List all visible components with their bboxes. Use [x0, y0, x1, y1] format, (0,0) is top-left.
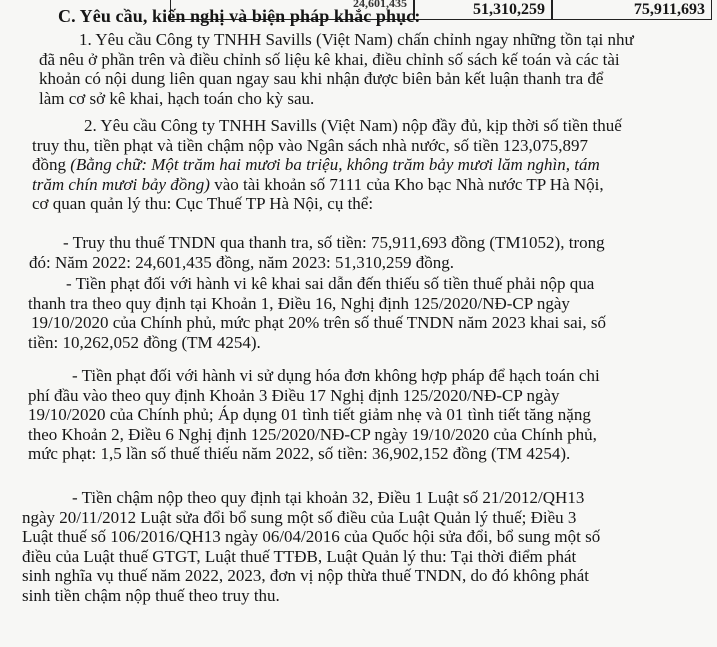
bullet-late-payment: - Tiền chậm nộp theo quy định tại khoản 32, Điều 1 Luật số 21/2012/QH13 ngày 20/11/2012 Luật sửa đổi bổ sung một số điều của Luật Quản lý thuế; Điều 3 Luật thuế số 106/2016/QH13 ngày 06/04/2016 của Quốc hội sửa đổi, bổ sung một số điều của Luật thuế GTGT, Luật thuế TTĐB, Luật Quản lý thu: Tại thời điểm phát sinh nghĩa vụ thuế năm 2022, 2023, đơn vị nộp thừa thuế TNDN, do đó không phát sinh tiền chậm nộp thuế theo truy thu. — [22, 488, 601, 605]
paragraph-requirement-2: 2. Yêu cầu Công ty TNHH Savills (Việt Nam) nộp đầy đủ, kịp thời số tiền thuế truy thu, tiền phạt và tiền chậm nộp vào Ngân sách nhà nước, số tiền 123,075,897 đồng (Bằng chữ: Một trăm hai mươi ba triệu, không trăm bảy mươi lăm nghìn, tám trăm chín mươi bảy đồng) vào tài khoản số 7111 của Kho bạc Nhà nước TP Hà Nội, cơ quan quản lý thu: Cục Thuế TP Hà Nội, cụ thể: — [32, 116, 622, 214]
section-heading: C. Yêu cầu, kiến nghị và biện pháp khắc phục: — [58, 6, 421, 26]
bullet-penalty-invoice: - Tiền phạt đối với hành vi sử dụng hóa đơn không hợp pháp để hạch toán chi phí đầu vào theo quy định Khoản 3 Điều 17 Nghị định 125/2020/NĐ-CP ngày 19/10/2020 của Chính phủ; Áp dụng 01 tình tiết giảm nhẹ và 01 tình tiết tăng nặng theo Khoản 2, Điều 6 Nghị định 125/2020/NĐ-CP ngày 19/10/2020 của Chính phủ, mức phạt: 1,5 lần số thuế thiếu năm 2022, số tiền: 36,902,152 đồng (TM 4254). — [28, 366, 600, 464]
bullet-back-tax: - Truy thu thuế TNDN qua thanh tra, số tiền: 75,911,693 đồng (TM1052), trong đó: Năm 2022: 24,601,435 đồng, năm 2023: 51,310,259 đồng. — [29, 233, 605, 272]
paragraph-requirement-1: 1. Yêu cầu Công ty TNHH Savills (Việt Nam) chấn chỉnh ngay những tồn tại như đã nêu ở phần trên và điều chỉnh số liệu kê khai, điều chỉnh số sách kế toán và các tài khoản có nội dung liên quan ngay sau khi nhận được biên bản kết luận thanh tra để làm cơ sở kê khai, hạch toán cho kỳ sau. — [39, 30, 634, 108]
table-cell-2022: 24,601,435 — [170, 0, 414, 20]
table-cell-2023: 51,310,259 — [414, 0, 552, 20]
bullet-penalty-misdeclaration: - Tiền phạt đối với hành vi kê khai sai dẫn đến thiếu số tiền thuế phải nộp qua thanh tra theo quy định tại Khoản 1, Điều 16, Nghị định 125/2020/NĐ-CP ngày 19/10/2020 của Chính phủ, mức phạt 20% trên số thuế TNDN năm 2023 khai sai, số tiền: 10,262,052 đồng (TM 4254). — [28, 274, 607, 352]
table-cell-total: 75,911,693 — [552, 0, 712, 20]
